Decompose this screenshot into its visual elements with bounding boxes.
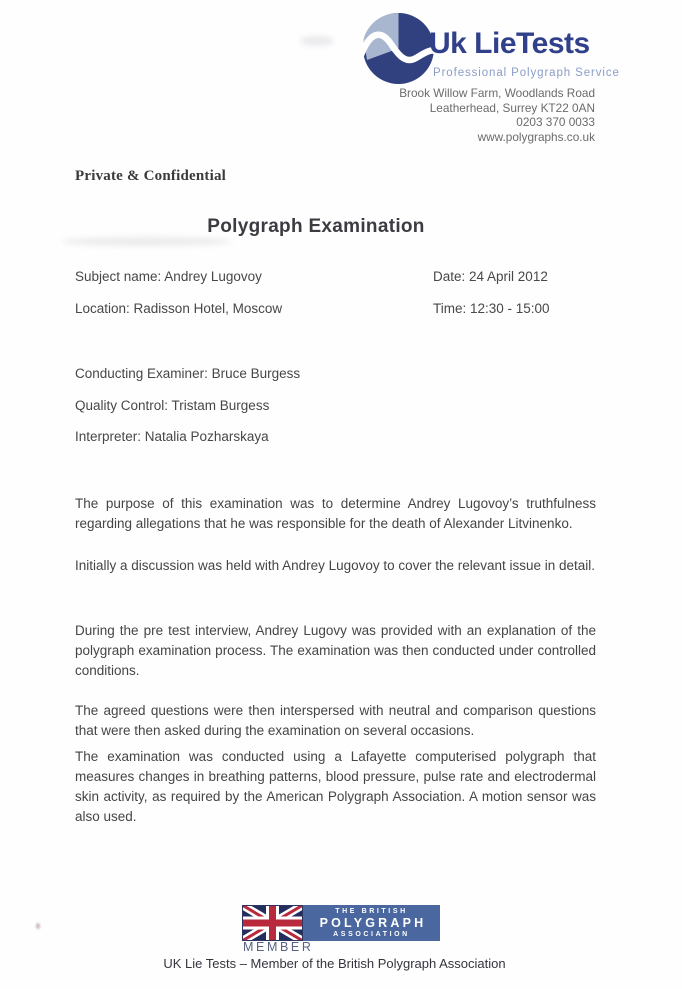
quality-control-line: Quality Control: Tristam Burgess (75, 398, 270, 413)
address-line: Brook Willow Farm, Woodlands Road (399, 86, 595, 100)
subject-name-line: Subject name: Andrey Lugovoy (75, 269, 262, 284)
body-paragraph: Initially a discussion was held with Andrey Lugovoy to cover the relevant issue in detail. (75, 558, 596, 573)
page-title: Polygraph Examination (207, 216, 425, 237)
scan-artifact (300, 36, 334, 46)
address-website: www.polygraphs.co.uk (477, 129, 595, 144)
scan-artifact (36, 923, 40, 929)
classification-label: Private & Confidential (75, 168, 227, 184)
bpa-logo-box (303, 905, 440, 941)
time-line: Time: 12:30 - 15:00 (433, 301, 550, 316)
union-jack-flag-icon (242, 905, 303, 941)
address-line: Leatherhead, Surrey KT22 0AN (429, 100, 595, 115)
brand-tagline: Professional Polygraph Service (433, 67, 620, 79)
member-label: MEMBER (243, 940, 314, 954)
date-line: Date: 24 April 2012 (433, 269, 548, 284)
letterhead-address (399, 86, 595, 144)
bpa-line-top: THE BRITISH (335, 908, 408, 915)
conducting-examiner-line: Conducting Examiner: Bruce Burgess (75, 366, 301, 381)
footer-caption: UK Lie Tests – Member of the British Polygraph Association (163, 956, 506, 971)
body-paragraph: The agreed questions were then interspersed with neutral and comparison questions that were then asked during the examination on several occasions. (75, 703, 596, 738)
bpa-line-bottom: ASSOCIATION (333, 931, 410, 938)
brand-name: Uk LieTests (429, 27, 590, 60)
scan-artifact (62, 237, 232, 246)
interpreter-line: Interpreter: Natalia Pozharskaya (75, 429, 269, 444)
body-paragraph: The purpose of this examination was to determine Andrey Lugovoy’s truthfulness regarding allegations that he was responsible for the death of Alexander Litvinenko. (75, 496, 596, 531)
bpa-line-main: POLYGRAPH (319, 916, 427, 930)
address-line: 0203 370 0033 (516, 115, 595, 129)
body-paragraph: The examination was conducted using a Lafayette computerised polygraph that measures changes in breathing patterns, blood pressure, pulse rate and electrodermal skin activity, as required by the American Polygraph Association. A motion sensor was also used. (75, 749, 596, 824)
body-paragraph: During the pre test interview, Andrey Lugovy was provided with an explanation of the polygraph examination process. The examination was then conducted under controlled conditions. (75, 623, 596, 678)
location-line: Location: Radisson Hotel, Moscow (75, 301, 283, 316)
wave-circle-logo-icon (362, 12, 435, 85)
